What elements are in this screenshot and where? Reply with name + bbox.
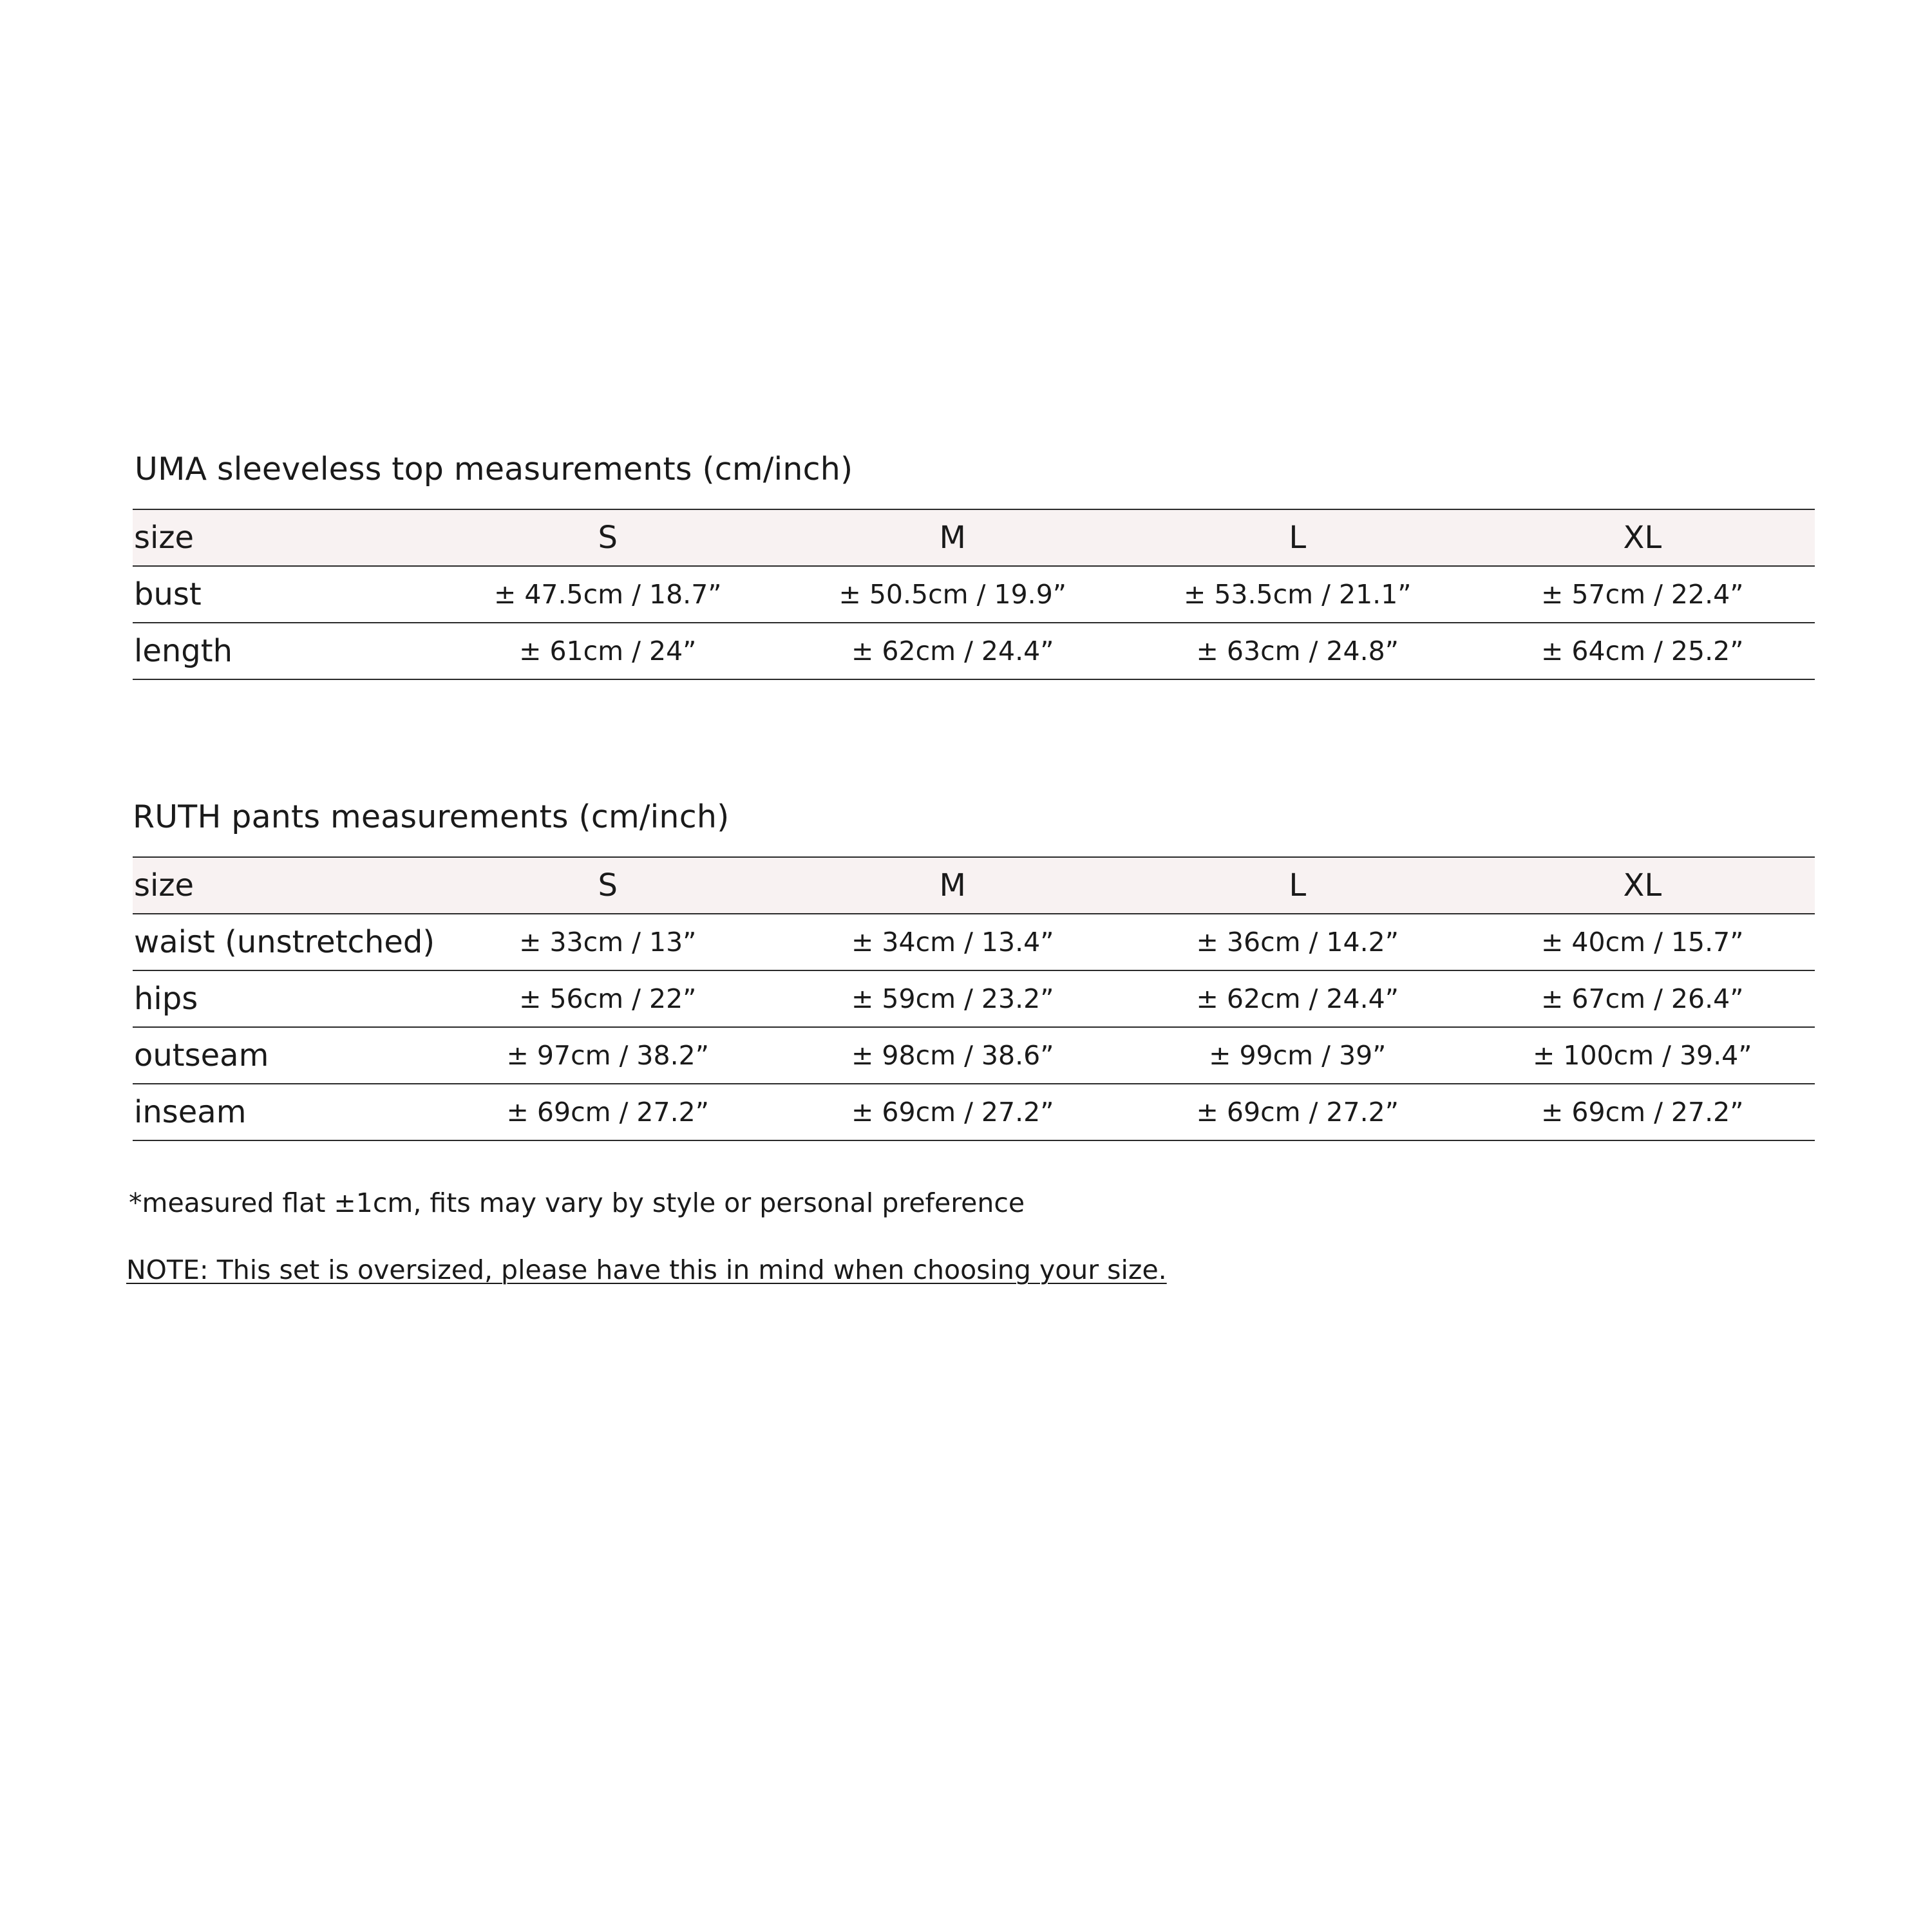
row-label-hips: hips: [133, 970, 435, 1027]
table-cell: ± 69cm / 27.2”: [1125, 1084, 1470, 1140]
size-header-label: size: [133, 509, 435, 566]
table-cell: ± 33cm / 13”: [435, 914, 781, 970]
size-header-label: size: [133, 857, 435, 914]
size-header-l: L: [1125, 509, 1470, 566]
size-header-m: M: [781, 509, 1126, 566]
pants-measurements-table: [133, 856, 1815, 1141]
table-cell: ± 64cm / 25.2”: [1470, 623, 1815, 679]
table-cell: ± 57cm / 22.4”: [1470, 566, 1815, 623]
table-cell: ± 53.5cm / 21.1”: [1125, 566, 1470, 623]
table-cell: ± 69cm / 27.2”: [435, 1084, 781, 1140]
table-cell: ± 100cm / 39.4”: [1470, 1027, 1815, 1084]
size-header-l: L: [1125, 857, 1470, 914]
table-cell: ± 63cm / 24.8”: [1125, 623, 1470, 679]
table-cell: ± 67cm / 26.4”: [1470, 970, 1815, 1027]
oversized-note: NOTE: This set is oversized, please have this in mind when choosing your size.: [126, 1254, 1167, 1285]
table-row: [133, 566, 1815, 623]
table-row: [133, 970, 1815, 1027]
table-cell: ± 69cm / 27.2”: [781, 1084, 1126, 1140]
top-measurements-table: [133, 509, 1815, 680]
table-cell: ± 50.5cm / 19.9”: [781, 566, 1126, 623]
size-header-s: S: [435, 509, 781, 566]
table-cell: ± 40cm / 15.7”: [1470, 914, 1815, 970]
table-cell: ± 97cm / 38.2”: [435, 1027, 781, 1084]
table-header-row: [133, 509, 1815, 566]
table-row: [133, 1084, 1815, 1140]
table-row: [133, 623, 1815, 679]
row-label-waist: waist (unstretched): [133, 914, 435, 970]
size-header-m: M: [781, 857, 1126, 914]
row-label-length: length: [133, 623, 435, 679]
table-cell: ± 69cm / 27.2”: [1470, 1084, 1815, 1140]
table-cell: ± 59cm / 23.2”: [781, 970, 1126, 1027]
table-cell: ± 61cm / 24”: [435, 623, 781, 679]
table-cell: ± 98cm / 38.6”: [781, 1027, 1126, 1084]
row-label-outseam: outseam: [133, 1027, 435, 1084]
row-label-bust: bust: [133, 566, 435, 623]
table-cell: ± 62cm / 24.4”: [1125, 970, 1470, 1027]
top-table-title: UMA sleeveless top measurements (cm/inch): [135, 451, 853, 487]
table-cell: ± 47.5cm / 18.7”: [435, 566, 781, 623]
table-cell: ± 56cm / 22”: [435, 970, 781, 1027]
measurement-footnote: *measured flat ±1cm, fits may vary by style or personal preference: [129, 1187, 1025, 1218]
table-cell: ± 62cm / 24.4”: [781, 623, 1126, 679]
table-row: [133, 1027, 1815, 1084]
row-label-inseam: inseam: [133, 1084, 435, 1140]
table-cell: ± 36cm / 14.2”: [1125, 914, 1470, 970]
table-row: [133, 914, 1815, 970]
table-header-row: [133, 857, 1815, 914]
size-header-xl: XL: [1470, 509, 1815, 566]
table-cell: ± 34cm / 13.4”: [781, 914, 1126, 970]
table-cell: ± 99cm / 39”: [1125, 1027, 1470, 1084]
pants-table-title: RUTH pants measurements (cm/inch): [133, 799, 730, 835]
size-header-s: S: [435, 857, 781, 914]
size-header-xl: XL: [1470, 857, 1815, 914]
